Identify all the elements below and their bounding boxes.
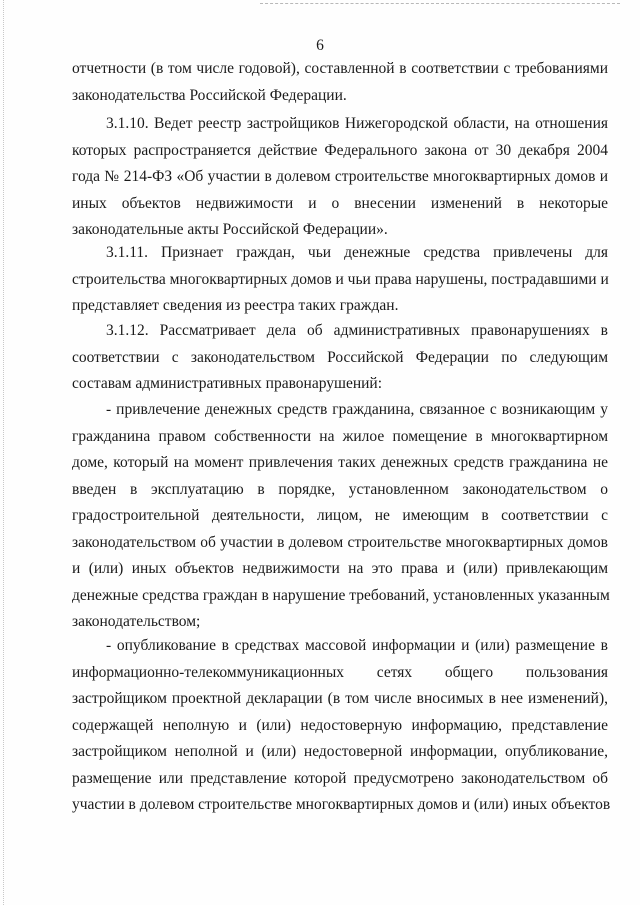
text-line: размещение или представление которой предусмотрено законодательством об: [72, 769, 608, 787]
text-line: отчетности (в том числе годовой), составленной в соответствии с требованиями: [72, 60, 608, 77]
text-line: введен в эксплуатацию в порядке, установленном законодательством о: [72, 480, 608, 498]
paragraph-3-1-11: [72, 240, 608, 320]
text-line: содержащей неполную и (или) недостоверную информацию, представление: [72, 716, 608, 734]
text-line: денежные средства граждан в нарушение требований, установленных указанным: [72, 586, 610, 604]
scan-artifact-top: [260, 3, 620, 4]
text-line: законодательством об участии в долевом строительстве многоквартирных домов: [72, 533, 608, 551]
text-line: иных объектов недвижимости и о внесении изменений в некоторые: [72, 194, 608, 212]
text-line: доме, который на момент привлечения таких денежных средств гражданина не: [72, 454, 608, 471]
text-line: законодательством;: [72, 613, 201, 630]
text-line: и (или) иных объектов недвижимости на это права и (или) привлекающим: [72, 560, 608, 577]
text-line: 3.1.11. Признает граждан, чьи денежные средства привлечены для: [106, 244, 608, 261]
text-line: - привлечение денежных средств гражданина, связанное с возникающим у: [106, 401, 608, 418]
list-item-1: [72, 397, 608, 636]
text-line: - опубликование в средствах массовой информации и (или) размещение в: [106, 637, 608, 654]
list-item-2: [72, 633, 611, 819]
text-line: года № 214-ФЗ «Об участии в долевом строительстве многоквартирных домов и: [72, 168, 608, 185]
paragraph-3-1-12: [72, 318, 608, 398]
text-line: строительства многоквартирных домов и чьи права нарушены, пострадавшими и: [72, 270, 609, 288]
text-line: градостроительной деятельности, лицом, не имеющим в соответствии с: [72, 507, 608, 524]
text-line: составам административных правонарушений:: [72, 375, 383, 392]
text-line: застройщиком проектной декларации (в том числе вносимых в нее изменений),: [72, 690, 608, 707]
text-line: которых распространяется действие Федерального закона от 30 декабря 2004: [72, 141, 608, 159]
text-line: информационно-телекоммуникационных сетях общего пользования: [72, 663, 608, 681]
paragraph-3-1-10: [72, 111, 608, 244]
text-line: 3.1.10. Ведет реестр застройщиков Нижегородской области, на отношения: [106, 115, 608, 132]
text-line: застройщиком неполной и (или) недостоверной информации, опубликование,: [72, 743, 608, 760]
text-line: законодательства Российской Федерации.: [72, 86, 347, 104]
page-number: 6: [316, 37, 324, 54]
text-line: законодательные акты Российской Федерации».: [72, 221, 388, 238]
paragraph-continuation: [72, 56, 608, 109]
scan-artifact-left: [3, 0, 4, 905]
text-line: представляет сведения из реестра таких граждан.: [72, 297, 399, 314]
text-line: соответствии с законодательством Российской Федерации по следующим: [72, 348, 608, 366]
text-line: 3.1.12. Рассматривает дела об административных правонарушениях в: [106, 322, 608, 339]
text-line: гражданина правом собственности на жилое помещение в многоквартирном: [72, 427, 608, 445]
text-line: участии в долевом строительстве многоквартирных домов и (или) иных объектов: [72, 796, 611, 813]
